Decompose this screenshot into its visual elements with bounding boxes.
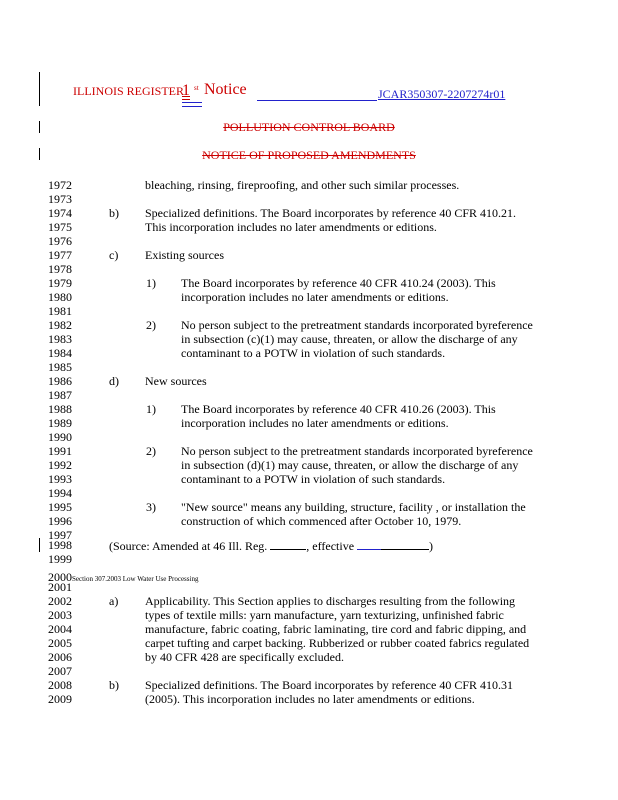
line-number: 2009 <box>48 692 72 706</box>
header-double-underline <box>182 102 202 107</box>
line-number: 1972 <box>48 178 72 192</box>
reg-blank <box>270 538 306 550</box>
line-text: carpet tufting and carpet backing. Rubberized or rubber coated fabrics regulated <box>145 636 530 650</box>
line-number: 1979 <box>48 276 72 290</box>
source-text-c: ) <box>429 539 434 553</box>
line-number: 2005 <box>48 636 72 650</box>
line-number: 1987 <box>48 388 72 402</box>
line-text: in subsection (c)(1) may cause, threaten, or allow the discharge of any <box>181 332 518 346</box>
line-number: 1980 <box>48 290 72 304</box>
line-number: 1983 <box>48 332 72 346</box>
line-number: 1996 <box>48 514 72 528</box>
line-number: 1992 <box>48 458 72 472</box>
line-text: contaminant to a POTW in violation of such standards. <box>181 346 446 360</box>
item-label: a) <box>109 594 119 608</box>
line-number: 1985 <box>48 360 72 374</box>
line-text: Existing sources <box>145 248 224 262</box>
line-text: types of textile mills: yarn manufacture, yarn texturizing, unfinished fabric <box>145 608 504 622</box>
item-label: d) <box>109 374 119 388</box>
change-bar <box>39 72 40 106</box>
line-number: 1986 <box>48 374 72 388</box>
line-text: This incorporation includes no later amendments or editions. <box>145 220 437 234</box>
line-number: 1973 <box>48 192 72 206</box>
line-number: 1997 <box>48 528 72 542</box>
line-text: "New source" means any building, structure, facility , or installation the <box>181 500 526 514</box>
line-text: No person subject to the pretreatment standards incorporated byreference <box>181 444 533 458</box>
line-number: 2006 <box>48 650 72 664</box>
line-text: manufacture, fabric coating, fabric laminating, tire cord and fabric dipping, and <box>145 622 527 636</box>
line-text: incorporation includes no later amendments or editions. <box>181 416 449 430</box>
line-number: 1998 <box>48 538 72 552</box>
date-blank-blue <box>357 538 381 550</box>
item-label: 1) <box>146 402 156 416</box>
line-number: 2004 <box>48 622 72 636</box>
line-number: 1975 <box>48 220 72 234</box>
register-label: ILLINOIS REGISTER <box>73 84 184 98</box>
line-text: New sources <box>145 374 207 388</box>
line-text: bleaching, rinsing, fireproofing, and other such similar processes. <box>145 178 460 192</box>
line-number: 1993 <box>48 472 72 486</box>
line-number: 1976 <box>48 234 72 248</box>
line-number: 1977 <box>48 248 72 262</box>
line-number: 2003 <box>48 608 72 622</box>
source-note <box>109 538 433 553</box>
header-underline <box>257 100 377 101</box>
line-number: 2000 <box>48 570 72 584</box>
line-text: (2005). This incorporation includes no later amendments or editions. <box>145 692 475 706</box>
notice-number: 1 <box>182 82 190 99</box>
notice-number-suffix: st <box>194 84 199 92</box>
line-number: 1990 <box>48 430 72 444</box>
line-number: 2002 <box>48 594 72 608</box>
item-label: 3) <box>146 500 156 514</box>
item-label: 2) <box>146 318 156 332</box>
line-text: Applicability. This Section applies to discharges resulting from the following <box>145 594 516 608</box>
source-text-a: (Source: Amended at 46 Ill. Reg. <box>109 539 268 553</box>
line-text: Specialized definitions. The Board incorporates by reference 40 CFR 410.31 <box>145 678 514 692</box>
line-number: 1981 <box>48 304 72 318</box>
board-title: POLLUTION CONTROL BOARD <box>223 120 395 134</box>
line-number: 1991 <box>48 444 72 458</box>
line-number: 1974 <box>48 206 72 220</box>
section-title: Section 307.2003 Low Water Use Processing <box>72 575 199 583</box>
line-number: 2001 <box>48 580 72 594</box>
line-text: The Board incorporates by reference 40 CFR 410.26 (2003). This <box>181 402 496 416</box>
line-text: No person subject to the pretreatment standards incorporated byreference <box>181 318 533 332</box>
line-text: in subsection (d)(1) may cause, threaten, or allow the discharge of any <box>181 458 519 472</box>
item-label: b) <box>109 678 119 692</box>
line-text: contaminant to a POTW in violation of such standards. <box>181 472 446 486</box>
line-number: 1978 <box>48 262 72 276</box>
change-bar <box>39 538 40 552</box>
line-number: 1994 <box>48 486 72 500</box>
date-blank <box>381 538 429 550</box>
item-label: b) <box>109 206 119 220</box>
line-number: 1988 <box>48 402 72 416</box>
line-number: 1984 <box>48 346 72 360</box>
line-number: 1989 <box>48 416 72 430</box>
jcar-code: JCAR350307-2207274r01 <box>378 87 506 101</box>
line-number: 1995 <box>48 500 72 514</box>
source-text-b: , effective <box>306 539 355 553</box>
item-label: 1) <box>146 276 156 290</box>
item-label: c) <box>109 248 119 262</box>
line-number: 1999 <box>48 552 72 566</box>
notice-label: Notice <box>204 81 247 98</box>
line-number: 1982 <box>48 318 72 332</box>
line-number: 2008 <box>48 678 72 692</box>
line-text: The Board incorporates by reference 40 CFR 410.24 (2003). This <box>181 276 496 290</box>
item-label: 2) <box>146 444 156 458</box>
line-text: by 40 CFR 428 are specifically excluded. <box>145 650 344 664</box>
line-text: Specialized definitions. The Board incorporates by reference 40 CFR 410.21. <box>145 206 517 220</box>
line-number: 2007 <box>48 664 72 678</box>
notice-title: NOTICE OF PROPOSED AMENDMENTS <box>202 148 416 162</box>
line-text: incorporation includes no later amendments or editions. <box>181 290 449 304</box>
line-text: construction of which commenced after October 10, 1979. <box>181 514 462 528</box>
